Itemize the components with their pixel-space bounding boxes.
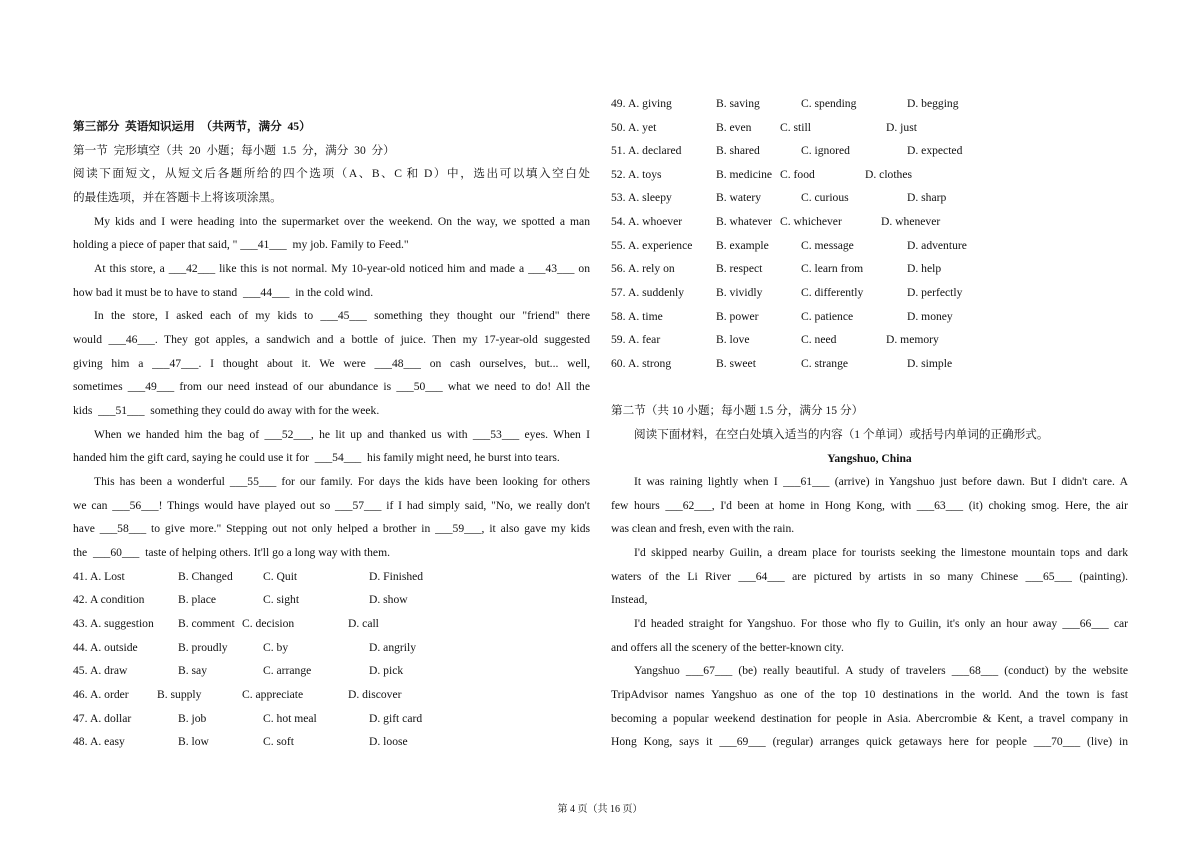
passage-line: how bad it must be to have to stand ___44___ in the cold wind. — [73, 286, 374, 299]
passage-line: would ___46___. They got apples, a sandwich and a bottle of juice. Then my 17-year-old suggested — [73, 333, 590, 346]
option-c: C. arrange — [263, 664, 312, 677]
option-a: A. declared — [628, 144, 682, 157]
option-d: D. just — [886, 121, 917, 134]
option-b: B. Changed — [178, 570, 233, 583]
passage-line: we can ___56___! Things would have played out so ___57___ if I had simply said, "No, we really don't — [73, 499, 590, 512]
option-b: B. whatever — [716, 215, 773, 228]
option-a: A. easy — [90, 735, 125, 748]
passage-line: TripAdvisor names Yangshuo as one of the top 10 destinations in the world. And the town is fast — [611, 688, 1128, 701]
option-num: 42. — [73, 593, 88, 606]
option-num: 44. — [73, 641, 88, 654]
option-num: 46. — [73, 688, 88, 701]
option-b: B. shared — [716, 144, 760, 157]
passage-line: When we handed him the bag of ___52___, he lit up and thanked us with ___53___ eyes. When I — [94, 428, 590, 441]
option-d: D. money — [907, 310, 953, 323]
option-d: D. gift card — [369, 712, 423, 725]
passage-line: Yangshuo ___67___ (be) really beautiful. A study of travelers ___68___ (conduct) by the website — [634, 664, 1128, 677]
option-num: 53. — [611, 191, 626, 204]
option-c: C. decision — [242, 617, 295, 630]
option-d: D. expected — [907, 144, 963, 157]
option-a: A. strong — [628, 357, 672, 370]
option-b: B. love — [716, 333, 750, 346]
passage-line: kids ___51___ something they could do away with for the week. — [73, 404, 380, 417]
option-b: B. low — [178, 735, 209, 748]
option-b: B. job — [178, 712, 207, 725]
option-d: D. angrily — [369, 641, 417, 654]
option-d: D. help — [907, 262, 942, 275]
option-num: 43. — [73, 617, 88, 630]
passage-line: sometimes ___49___ from our need instead of our abundance is ___50___ what we need to do! All the — [73, 380, 590, 393]
option-b: B. watery — [716, 191, 762, 204]
option-num: 58. — [611, 310, 626, 323]
passage-line: and offers all the scenery of the better-known city. — [611, 641, 844, 654]
passage-line: the ___60___ taste of helping others. It'll go a long way with them. — [73, 546, 390, 559]
option-c: C. differently — [801, 286, 864, 299]
option-a: A condition — [90, 593, 145, 606]
option-a: A. suggestion — [90, 617, 154, 630]
passage-line: holding a piece of paper that said, " ___41___ my job. Family to Feed." — [73, 238, 409, 251]
option-a: A. Lost — [90, 570, 125, 583]
option-num: 45. — [73, 664, 88, 677]
passage-line: I'd skipped nearby Guilin, a dream place for tourists seeking the limestone mountain tops and dark — [634, 546, 1128, 559]
instruction-line: 的最佳选项，并在答题卡上将该项涂黑。 — [73, 191, 282, 204]
option-num: 60. — [611, 357, 626, 370]
option-a: A. outside — [90, 641, 138, 654]
option-d: D. begging — [907, 97, 959, 110]
option-b: B. supply — [157, 688, 202, 701]
option-a: A. whoever — [628, 215, 683, 228]
passage-line: I'd headed straight for Yangshuo. For those who fly to Guilin, it's only an hour away ___66___ car — [634, 617, 1128, 630]
passage-line: waters of the Li River ___64___ are pictured by artists in so many Chinese ___65___ (painting). — [611, 570, 1128, 583]
option-d: D. perfectly — [907, 286, 963, 299]
option-c: C. by — [263, 641, 289, 654]
passage-line: handed him the gift card, saying he could use it for ___54___ his family might need, he burst into tears. — [73, 451, 560, 464]
option-b: B. respect — [716, 262, 763, 275]
option-c: C. spending — [801, 97, 857, 110]
option-d: D. clothes — [865, 168, 913, 181]
passage-line: have ___58___ to give more." Stepping out not only helped a brother in ___59___, it also gave my kids — [73, 522, 590, 535]
instruction-line: 阅读下面短文，从短文后各题所给的四个选项（A、B、C 和 D）中，选出可以填入空白处 — [73, 167, 590, 180]
option-b: B. saving — [716, 97, 760, 110]
passage-line: In the store, I asked each of my kids to ___45___ something they thought our "friend" there — [94, 309, 590, 322]
option-c: C. learn from — [801, 262, 864, 275]
option-a: A. giving — [628, 97, 672, 110]
option-num: 51. — [611, 144, 626, 157]
option-b: B. sweet — [716, 357, 756, 370]
option-row — [611, 357, 1128, 399]
option-a: A. draw — [90, 664, 128, 677]
option-d: D. pick — [369, 664, 404, 677]
option-b: B. example — [716, 239, 769, 252]
passage-line: becoming a popular weekend destination for people in Asia. Abercrombie & Kent, a travel company in — [611, 712, 1128, 725]
passage-line: Hong Kong, says it ___69___ (regular) arranges quick getaways here for people ___70___ (live) in — [611, 735, 1128, 748]
option-num: 52. — [611, 168, 626, 181]
option-num: 55. — [611, 239, 626, 252]
option-d: D. discover — [348, 688, 402, 701]
option-num: 48. — [73, 735, 88, 748]
option-a: A. fear — [628, 333, 661, 346]
option-b: B. even — [716, 121, 752, 134]
option-a: A. dollar — [90, 712, 132, 725]
passage-line: My kids and I were heading into the supermarket over the weekend. On the way, we spotted a man — [94, 215, 590, 228]
option-c: C. message — [801, 239, 854, 252]
option-d: D. show — [369, 593, 408, 606]
section1-title: 第一节 完形填空（共 20 小题；每小题 1.5 分，满分 30 分） — [73, 144, 395, 157]
passage-line: was clean and fresh, even with the rain. — [611, 522, 795, 535]
option-d: D. call — [348, 617, 379, 630]
option-d: D. Finished — [369, 570, 424, 583]
page-footer: 第 4 页（共 16 页） — [557, 804, 643, 815]
option-c: C. curious — [801, 191, 849, 204]
option-a: A. rely on — [628, 262, 675, 275]
option-a: A. experience — [628, 239, 693, 252]
option-a: 41. — [73, 570, 88, 583]
option-d: D. sharp — [907, 191, 947, 204]
option-d: D. loose — [369, 735, 408, 748]
option-a: A. order — [90, 688, 129, 701]
option-b: B. place — [178, 593, 216, 606]
passage-line: At this store, a ___42___ like this is not normal. My 10-year-old noticed him and made a ___43___ on — [94, 262, 590, 275]
option-c: C. appreciate — [242, 688, 304, 701]
option-d: D. adventure — [907, 239, 967, 252]
option-c: C. soft — [263, 735, 294, 748]
option-c: C. need — [801, 333, 837, 346]
passage-line: giving him a ___47___. I thought about it. We were ___48___ on cash ourselves, but... well, — [73, 357, 590, 370]
option-c: C. patience — [801, 310, 854, 323]
option-c: C. still — [780, 121, 811, 134]
passage-line: few hours ___62___, I'd been at home in Hong Kong, with ___63___ (it) choking smog. Here, the air — [611, 499, 1128, 512]
option-a: A. sleepy — [628, 191, 672, 204]
passage-title: Yangshuo, China — [827, 452, 912, 465]
option-num: 47. — [73, 712, 88, 725]
option-c: C. ignored — [801, 144, 850, 157]
option-c: C. strange — [801, 357, 849, 370]
option-b: B. proudly — [178, 641, 228, 654]
section2-instruction: 阅读下面材料，在空白处填入适当的内容（1 个单词）或括号内单词的正确形式。 — [634, 428, 1049, 441]
passage-line: Instead, — [611, 593, 648, 606]
option-c: C. hot meal — [263, 712, 317, 725]
option-c: C. whichever — [780, 215, 842, 228]
section2-title: 第二节（共 10 小题；每小题 1.5 分，满分 15 分） — [611, 404, 864, 417]
option-num: 59. — [611, 333, 626, 346]
passage-line: This has been a wonderful ___55___ for our family. For days the kids have been looking for others — [94, 475, 590, 488]
option-a: A. suddenly — [628, 286, 685, 299]
option-d: D. simple — [907, 357, 953, 370]
option-c: C. Quit — [263, 570, 298, 583]
option-a: A. yet — [628, 121, 657, 134]
option-d: D. whenever — [881, 215, 941, 228]
part-heading: 第三部分 英语知识运用 （共两节，满分 45） — [73, 120, 311, 133]
option-b: B. medicine — [716, 168, 773, 181]
option-b: B. say — [178, 664, 207, 677]
option-a: A. toys — [628, 168, 662, 181]
option-c: C. food — [780, 168, 815, 181]
option-b: B. vividly — [716, 286, 763, 299]
option-num: 49. — [611, 97, 626, 110]
option-num: 56. — [611, 262, 626, 275]
option-c: C. sight — [263, 593, 300, 606]
option-row — [73, 735, 590, 777]
option-d: D. memory — [886, 333, 939, 346]
option-a: A. time — [628, 310, 663, 323]
option-b: B. comment — [178, 617, 235, 630]
passage-line: It was raining lightly when I ___61___ (arrive) in Yangshuo just before dawn. But I didn't care. A — [634, 475, 1128, 488]
option-num: 54. — [611, 215, 626, 228]
option-num: 57. — [611, 286, 626, 299]
option-b: B. power — [716, 310, 759, 323]
option-num: 50. — [611, 121, 626, 134]
